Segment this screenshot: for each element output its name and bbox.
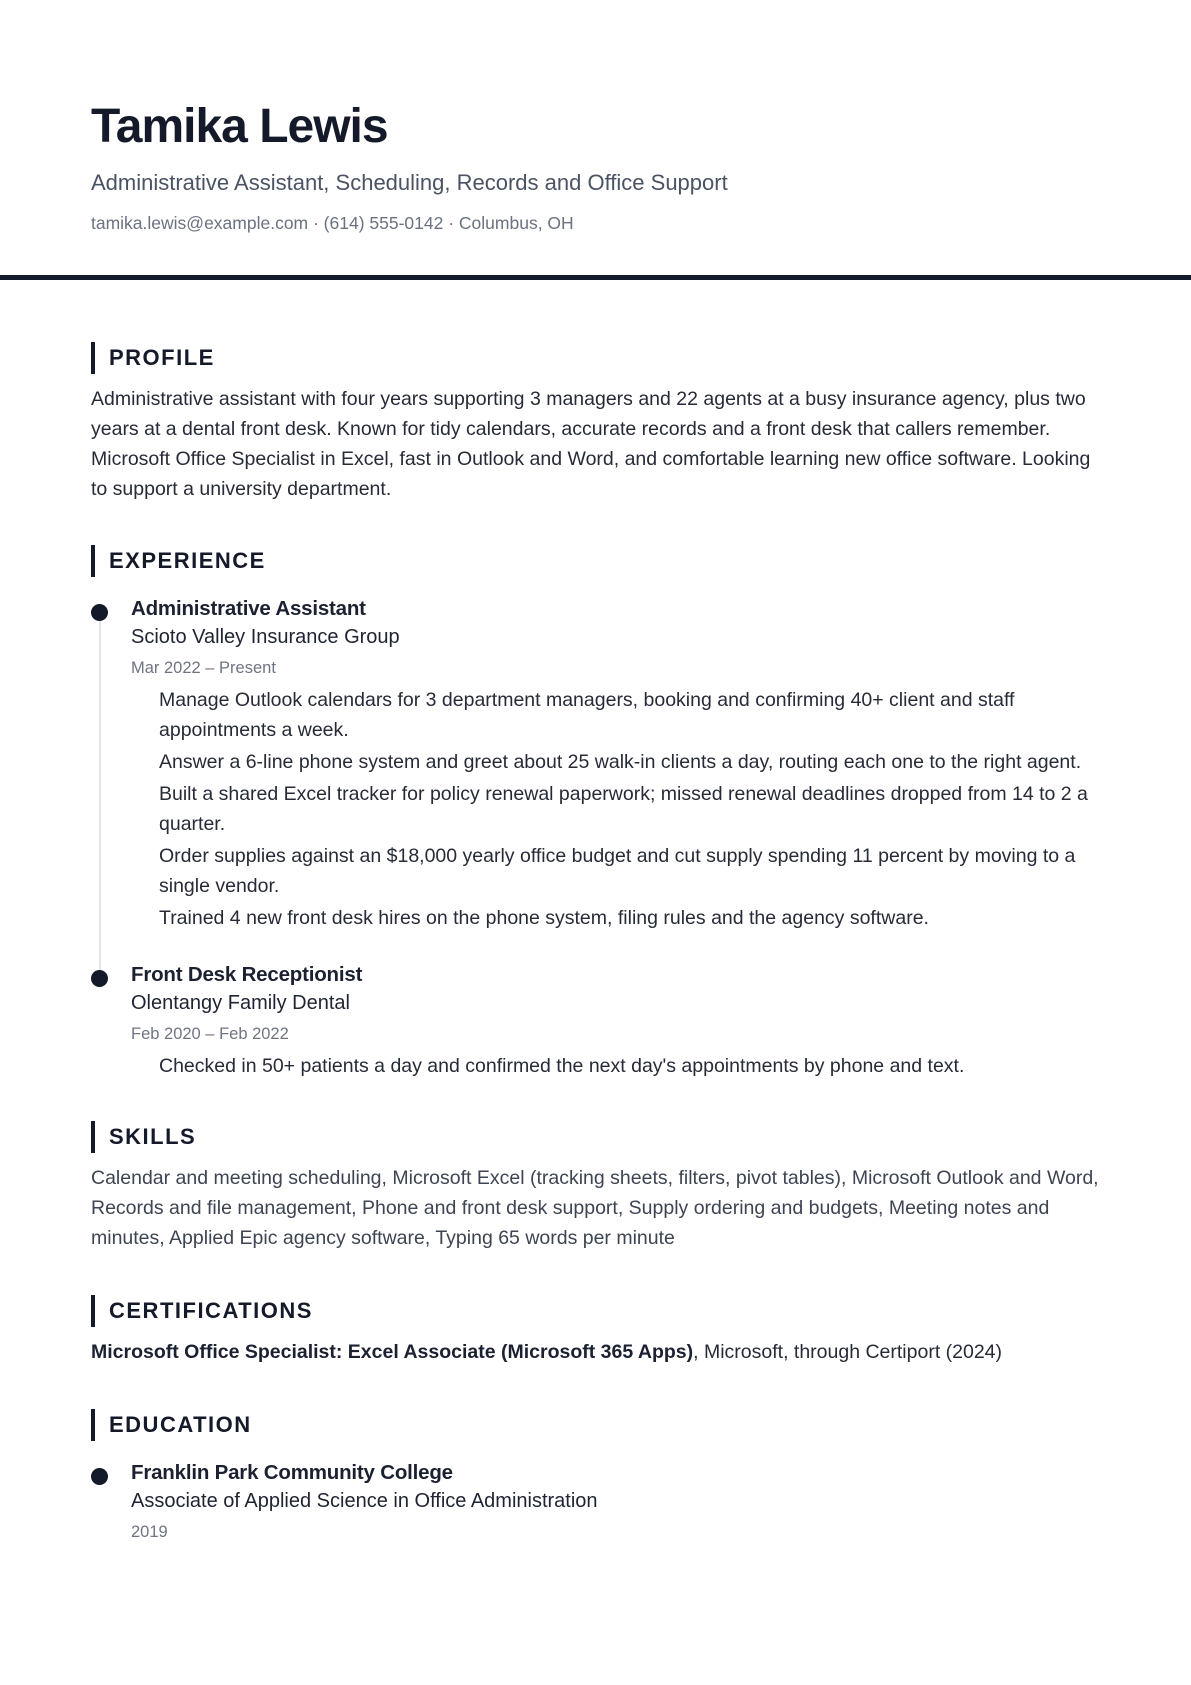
timeline-dot xyxy=(91,970,108,987)
section-marker xyxy=(91,1295,95,1327)
skills-section xyxy=(91,1121,1100,1253)
employer: Olentangy Family Dental xyxy=(131,992,350,1014)
section-marker xyxy=(91,1409,95,1441)
section-label: EXPERIENCE xyxy=(109,548,266,573)
contact-line: tamika.lewis@example.com · (614) 555-0142 · Columbus, OH xyxy=(91,213,574,233)
school-name: Franklin Park Community College xyxy=(131,1461,453,1484)
employer: Scioto Valley Insurance Group xyxy=(131,626,400,648)
degree: Associate of Applied Science in Office Administration xyxy=(131,1490,598,1512)
certifications-section xyxy=(91,1295,1100,1367)
education-section xyxy=(91,1409,1100,1543)
job-entry xyxy=(91,595,1100,933)
section-label: SKILLS xyxy=(109,1124,197,1149)
job-title: Administrative Assistant xyxy=(131,597,366,620)
timeline-dot xyxy=(91,1468,108,1485)
timeline-dot xyxy=(91,604,108,621)
job-bullets xyxy=(131,1051,1100,1081)
graduation-year: 2019 xyxy=(131,1523,168,1541)
section-marker xyxy=(91,1121,95,1153)
section-label: CERTIFICATIONS xyxy=(109,1298,313,1323)
skills-list: Calendar and meeting scheduling, Microsoft Excel (tracking sheets, filters, pivot tables), Microsoft Outlook and Word, Records and file management, Phone and front desk support, Supply ordering and budgets, Meeting notes and minutes, Applied Epic agency software, Typing 65 words per minute xyxy=(91,1167,1099,1249)
certification-name: Microsoft Office Specialist: Excel Associate (Microsoft 365 Apps) xyxy=(91,1341,694,1363)
section-heading xyxy=(91,342,1100,374)
section-label: EDUCATION xyxy=(109,1412,252,1437)
bullet-item: Order supplies against an $18,000 yearly office budget and cut supply spending 11 percent by moving to a single vendor. xyxy=(159,845,1076,897)
certification-item xyxy=(91,1337,1100,1367)
certification-detail: , Microsoft, through Certiport (2024) xyxy=(693,1341,1003,1363)
candidate-headline: Administrative Assistant, Scheduling, Records and Office Support xyxy=(91,170,728,195)
resume-header xyxy=(0,0,1191,280)
profile-summary: Administrative assistant with four years supporting 3 managers and 22 agents at a busy insurance agency, plus two years at a dental front desk. Known for tidy calendars, accurate records and a front desk that callers remember. Microsoft Office Specialist in Excel, fast in Outlook and Word, and comfortable learning new office software. Looking to support a university department. xyxy=(91,388,1091,500)
resume-body xyxy=(0,342,1191,1543)
timeline-rail xyxy=(99,621,101,983)
section-heading xyxy=(91,545,1100,577)
job-title: Front Desk Receptionist xyxy=(131,963,363,986)
section-heading xyxy=(91,1409,1100,1441)
section-label: PROFILE xyxy=(109,345,215,370)
bullet-item: Checked in 50+ patients a day and confirmed the next day's appointments by phone and text. xyxy=(159,1055,965,1077)
section-marker xyxy=(91,342,95,374)
bullet-item: Manage Outlook calendars for 3 department managers, booking and confirming 40+ client and staff appointments a week. xyxy=(159,689,1015,741)
section-heading xyxy=(91,1121,1100,1153)
section-marker xyxy=(91,545,95,577)
job-dates: Mar 2022 – Present xyxy=(131,659,276,677)
candidate-name: Tamika Lewis xyxy=(91,100,388,153)
section-heading xyxy=(91,1295,1100,1327)
bullet-item: Built a shared Excel tracker for policy renewal paperwork; missed renewal deadlines dropped from 14 to 2 a quarter. xyxy=(159,783,1088,835)
job-entry xyxy=(91,961,1100,1081)
bullet-item: Answer a 6-line phone system and greet about 25 walk-in clients a day, routing each one to the right agent. xyxy=(159,751,1082,773)
job-bullets xyxy=(131,685,1100,933)
bullet-item: Trained 4 new front desk hires on the phone system, filing rules and the agency software. xyxy=(159,907,929,929)
profile-section xyxy=(91,342,1100,504)
header-divider xyxy=(0,275,1191,280)
education-entry xyxy=(91,1459,1100,1543)
experience-section xyxy=(91,545,1100,1081)
job-dates: Feb 2020 – Feb 2022 xyxy=(131,1025,289,1043)
